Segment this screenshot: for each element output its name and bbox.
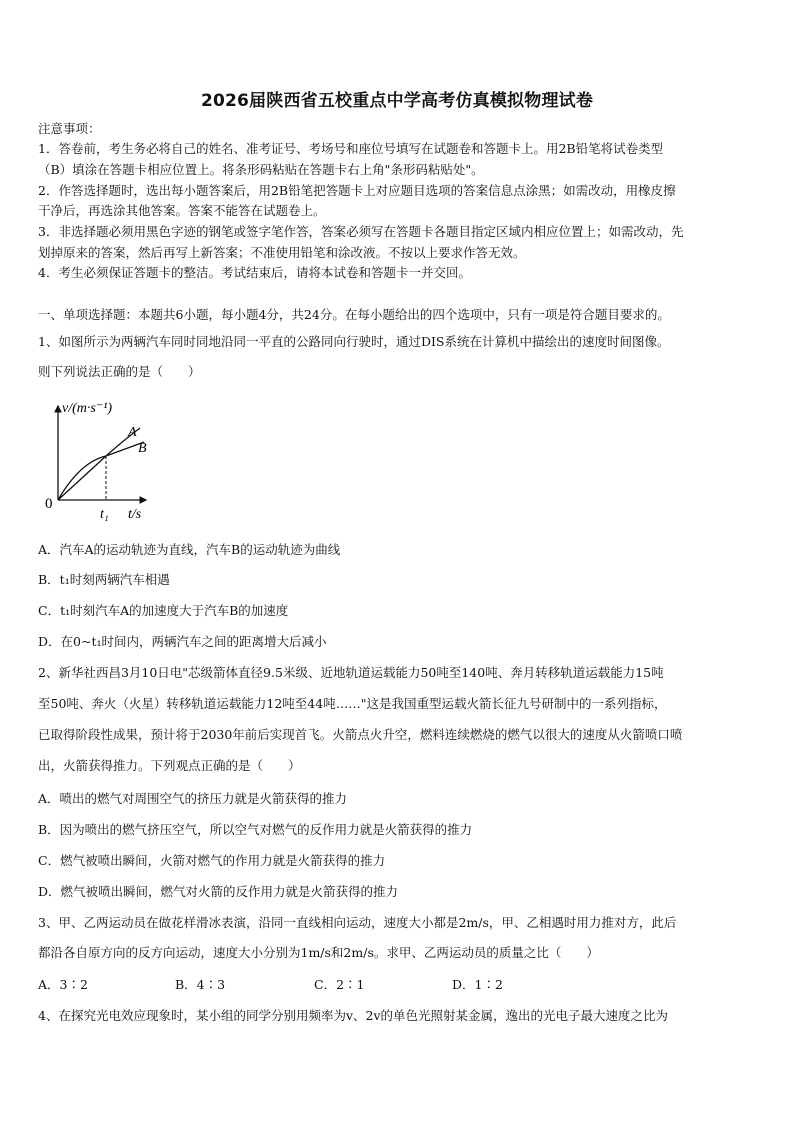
q2-option-d: D．燃气被喷出瞬间，燃气对火箭的反作用力就是火箭获得的推力 [38,884,399,899]
q3-option-c: C．2∶1 [314,977,365,992]
notice-line-2: （B）填涂在答题卡相应位置上。将条形码粘贴在答题卡右上角"条形码粘贴处"。 [38,162,484,177]
notice-line-4: 干净后，再选涂其他答案。答案不能答在试题卷上。 [38,203,326,218]
notice-line-6: 划掉原来的答案，然后再写上新答案；不准使用铅笔和涂改液。不按以上要求作答无效。 [38,245,526,260]
notice-line-1: 1．答卷前，考生务必将自己的姓名、准考证号、考场号和座位号填写在试题卷和答题卡上。用2B铅笔将试卷类型 [38,141,664,156]
curve-b-label: B [138,441,147,456]
q2-option-c: C．燃气被喷出瞬间，火箭对燃气的作用力就是火箭获得的推力 [38,853,386,868]
notice-line-7: 4．考生必须保证答题卡的整洁。考试结束后，请将本试卷和答题卡一并交回。 [38,265,471,280]
q2-line-3: 已取得阶段性成果，预计将于2030年前后实现首飞。火箭点火升空，燃料连续燃烧的燃气以很大的速度从火箭喷口喷 [38,727,683,742]
section-heading: 一、单项选择题：本题共6小题，每小题4分，共24分。在每小题给出的四个选项中，只有一项是符合题目要求的。 [38,307,670,322]
q1-velocity-time-graph [36,392,166,526]
x-axis-label: t/s [128,507,142,522]
q3-line-2: 都沿各自原方向的反方向运动，速度大小分别为1m/s和2m/s。求甲、乙两运动员的质量之比（ ） [38,945,599,960]
q3-option-a: A．3∶2 [38,977,88,992]
y-axis-label: v/(m·s⁻¹) [62,401,113,416]
q3-option-b: B．4∶3 [175,977,226,992]
q2-line-4: 出，火箭获得推力。下列观点正确的是（ ） [38,758,301,773]
notice-line-3: 2．作答选择题时，选出每小题答案后，用2B铅笔把答题卡上对应题目选项的答案信息点涂黑；如需改动，用橡皮擦 [38,183,676,198]
curve-a-label: A [128,425,137,440]
notice-line-5: 3．非选择题必须用黑色字迹的钢笔或签字笔作答，答案必须写在答题卡各题目指定区域内相应位置上；如需改动，先 [38,224,684,239]
notice-heading: 注意事项： [38,121,101,136]
q2-line-1: 2、新华社西昌3月10日电"芯级箭体直径9.5米级、近地轨道运载能力50吨至140吨、奔月转移轨道运载能力15吨 [38,665,664,680]
q1-option-d: D．在0~t₁时间内，两辆汽车之间的距离增大后减小 [38,634,327,649]
exam-title: 2026届陕西省五校重点中学高考仿真模拟物理试卷 [200,91,594,111]
q2-line-2: 至50吨、奔火（火星）转移轨道运载能力12吨至44吨……"这是我国重型运载火箭长征九号研制中的一系列指标， [38,696,667,711]
q1-option-a: A．汽车A的运动轨迹为直线，汽车B的运动轨迹为曲线 [38,542,341,557]
q1-option-b: B．t₁时刻两辆汽车相遇 [38,572,170,587]
q1-stem-line-2: 则下列说法正确的是（ ） [38,364,201,379]
q1-option-c: C．t₁时刻汽车A的加速度大于汽车B的加速度 [38,603,289,618]
q3-option-d: D．1∶2 [452,977,503,992]
q2-option-a: A．喷出的燃气对周围空气的挤压力就是火箭获得的推力 [38,791,348,806]
origin-label: 0 [45,496,53,512]
q2-option-b: B．因为喷出的燃气挤压空气，所以空气对燃气的反作用力就是火箭获得的推力 [38,822,473,837]
q1-stem-line-1: 1、如图所示为两辆汽车同时同地沿同一平直的公路同向行驶时，通过DIS系统在计算机中描绘出的速度时间图像。 [38,334,670,349]
curve-b [58,442,144,500]
q3-line-1: 3、甲、乙两运动员在做花样滑冰表演，沿同一直线相向运动，速度大小都是2m/s，甲、乙相遇时用力推对方，此后 [38,915,677,930]
q4-line-1: 4、在探究光电效应现象时，某小组的同学分别用频率为v、2v的单色光照射某金属，逸出的光电子最大速度之比为 [38,1008,669,1023]
t1-label: t₁ [100,507,109,522]
